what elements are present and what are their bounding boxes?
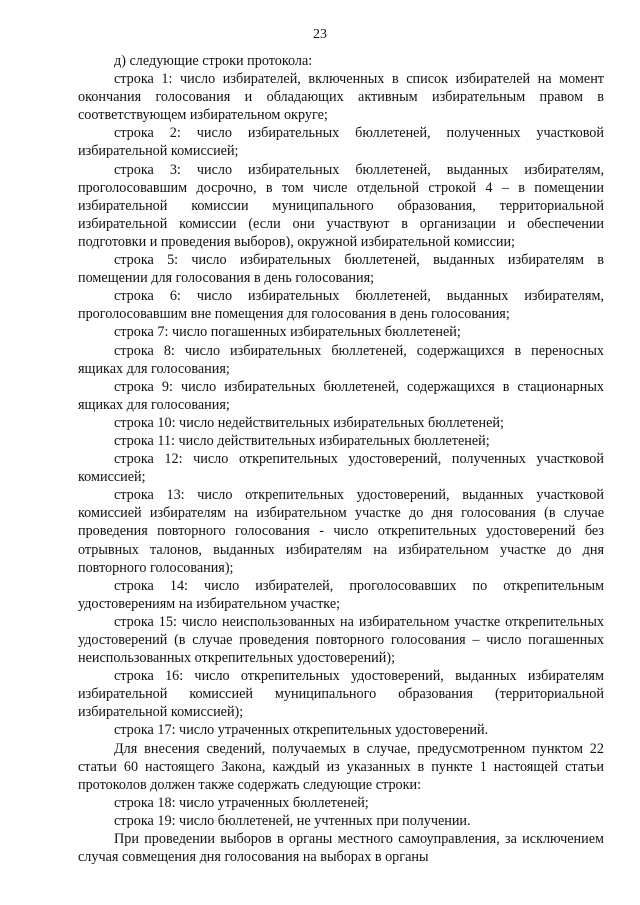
paragraph: строка 12: число открепительных удостоверений, полученных участковой комиссией; (78, 451, 604, 486)
paragraph: строка 14: число избирателей, проголосовавших по открепительным удостоверениям на избирательном участке; (78, 577, 604, 612)
paragraph: строка 5: число избирательных бюллетеней, выданных избирателям в помещении для голосования в день голосования; (78, 252, 604, 287)
paragraph: строка 8: число избирательных бюллетеней, содержащихся в переносных ящиках для голосования; (78, 342, 604, 377)
paragraph: строка 13: число открепительных удостоверений, выданных участковой комиссией избирателям на избирательном участке до дня голосования (в случае проведения повторного голосования - число открепительных удостоверений без отрывных талонов, выданных избирателям на избирательном участке до дня повторного голосования); (78, 487, 604, 576)
paragraph: строка 16: число открепительных удостоверений, выданных избирателям избирательной комиссией муниципального образования (территориальной избирательной комиссией); (78, 668, 604, 721)
paragraph: строка 17: число утраченных открепительных удостоверений. (114, 722, 489, 739)
paragraph: строка 19: число бюллетеней, не учтенных при получении. (114, 812, 471, 829)
paragraph: строка 2: число избирательных бюллетеней, полученных участковой избирательной комиссией; (78, 125, 604, 160)
paragraph: строка 1: число избирателей, включенных в список избирателей на момент окончания голосования и обладающих активным избирательным правом в соответствующем избирательном округе; (78, 71, 604, 124)
paragraph: строка 3: число избирательных бюллетеней, выданных избирателям, проголосовавшим досрочно, в том числе отдельной строкой 4 – в помещении избирательной комиссии муниципального образования, территориальной избирательной комиссии (если они участвуют в организации и обеспечении подготовки и проведения выборов), окружной избирательной комиссии; (78, 161, 604, 250)
page-number: 23 (313, 27, 327, 42)
paragraph: строка 9: число избирательных бюллетеней, содержащихся в стационарных ящиках для голосования; (78, 378, 604, 413)
paragraph: строка 10: число недействительных избирательных бюллетеней; (114, 414, 504, 431)
paragraph: При проведении выборов в органы местного самоуправления, за исключением случая совмещения дня голосования на выборах в органы (78, 831, 604, 866)
document-body (78, 52, 604, 866)
paragraph: строка 15: число неиспользованных на избирательном участке открепительных удостоверений (в случае проведения повторного голосования – число погашенных неиспользованных открепительных удостоверений); (78, 613, 604, 667)
paragraph: строка 11: число действительных избирательных бюллетеней; (114, 432, 490, 449)
paragraph: Для внесения сведений, получаемых в случае, предусмотренном пунктом 22 статьи 60 настоящего Закона, каждый из указанных в пункте 1 настоящей статьи протоколов должен также содержать следующие строки: (78, 740, 604, 793)
paragraph: д) следующие строки протокола: (114, 53, 313, 69)
paragraph: строка 7: число погашенных избирательных бюллетеней; (114, 324, 461, 341)
paragraph: строка 18: число утраченных бюллетеней; (114, 794, 369, 811)
paragraph: строка 6: число избирательных бюллетеней, выданных избирателям, проголосовавшим вне помещения для голосования в день голосования; (78, 288, 604, 323)
